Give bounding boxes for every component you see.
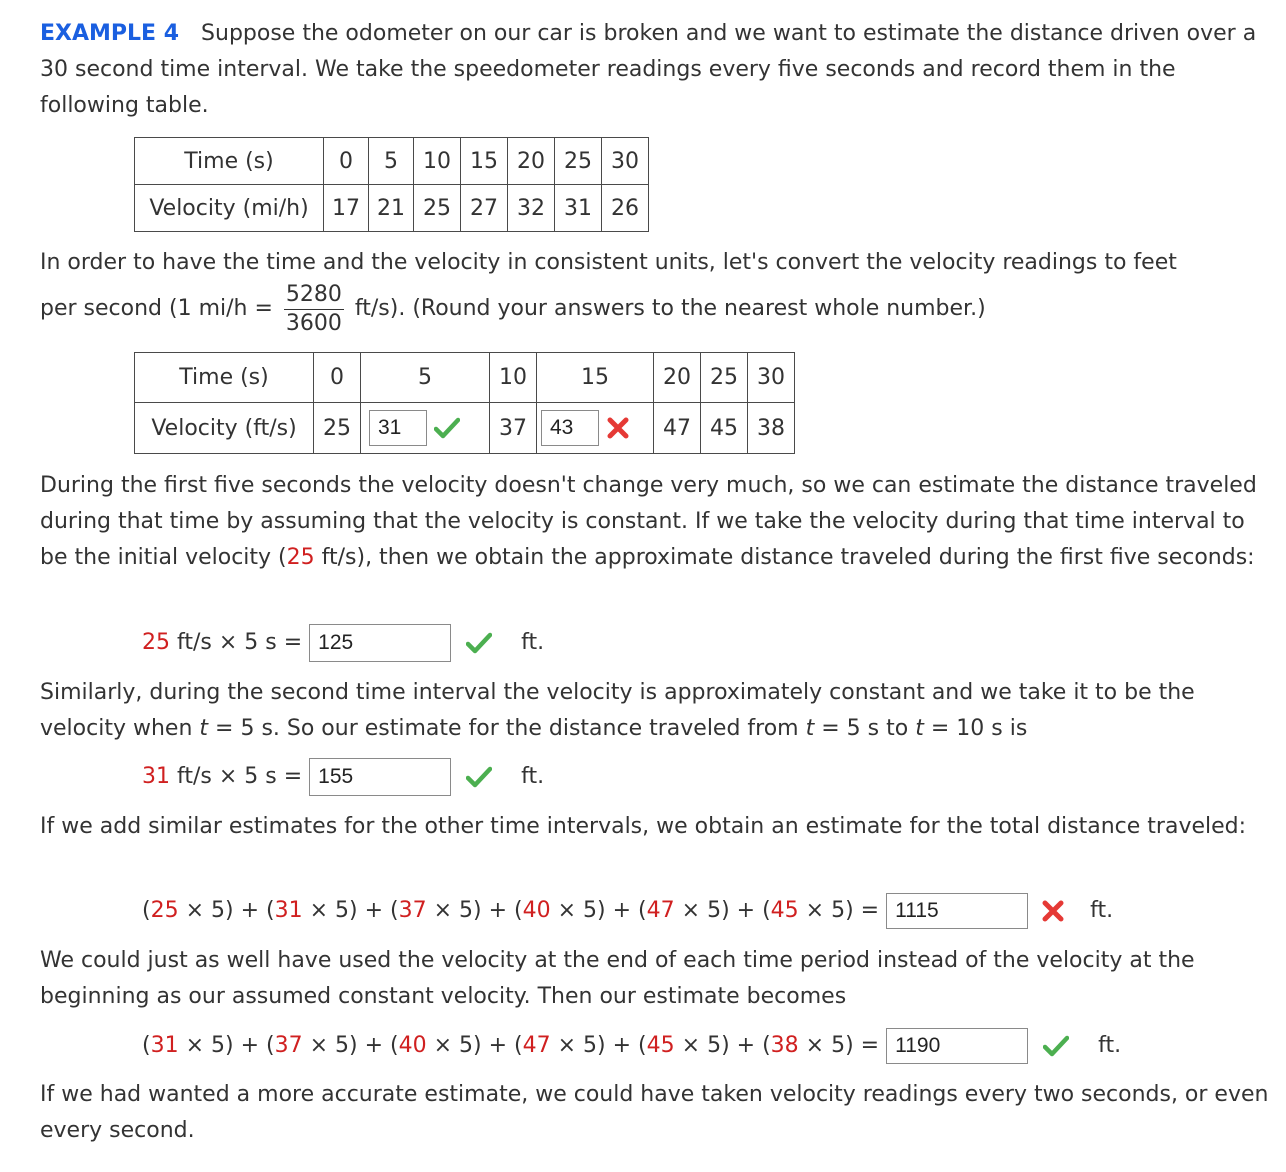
cross-icon — [1041, 899, 1065, 923]
table-cell: 45 — [701, 403, 748, 454]
table-cell: 26 — [602, 185, 649, 232]
row-label-time: Time (s) — [135, 138, 324, 185]
row-label-time: Time (s) — [135, 353, 314, 403]
table-cell: 38 — [748, 403, 795, 454]
sum-times: × 5) — [302, 1033, 358, 1058]
sum-term: 31 — [150, 1033, 179, 1058]
sum-times: × 5) — [426, 898, 482, 923]
convert-line-1: In order to have the time and the velocity in consistent units, let's convert the velocity readings to feet — [40, 250, 1177, 275]
speed-table-mph — [134, 137, 649, 232]
fraction-denominator: 3600 — [285, 310, 342, 336]
table-row — [135, 403, 795, 454]
sum-term: 45 — [770, 898, 799, 923]
table-cell: 17 — [324, 185, 369, 232]
check-icon — [466, 766, 492, 788]
table-cell-input — [537, 403, 654, 454]
unit-label: ft. — [521, 764, 545, 789]
table-cell: 15 — [537, 353, 654, 403]
sum-times: × 5) — [674, 898, 730, 923]
para-text: = 5 s to — [814, 716, 916, 741]
para-text: = 5 s. So our estimate for the distance traveled from — [208, 716, 806, 741]
table-row — [135, 185, 649, 232]
table-cell: 47 — [654, 403, 701, 454]
example-heading: EXAMPLE 4 — [40, 21, 180, 46]
initial-velocity-value: 25 — [286, 545, 315, 570]
sum-times: × 5) — [550, 898, 606, 923]
table-cell-input — [361, 403, 490, 454]
row-label-velocity: Velocity (mi/h) — [135, 185, 324, 232]
sum-term: 38 — [770, 1033, 799, 1058]
table-cell: 20 — [654, 353, 701, 403]
row-label-velocity: Velocity (ft/s) — [135, 403, 314, 454]
sum-term: 45 — [646, 1033, 675, 1058]
distance-second-input[interactable]: 155 — [309, 758, 451, 796]
sum-times: × 5) — [798, 1033, 854, 1058]
sum-times: × 5) — [178, 898, 234, 923]
var-t: t — [915, 716, 924, 741]
total-paragraph: If we add similar estimates for the other time intervals, we obtain an estimate for the total distance traveled: — [40, 814, 1247, 839]
table-cell: 0 — [324, 138, 369, 185]
table-row — [135, 138, 649, 185]
sum-times: × 5) — [302, 898, 358, 923]
para-text: Similarly, during the second time interval the velocity is approximately constant and we take it to be the velocity when — [40, 680, 1195, 741]
end-paragraph: We could just as well have used the velocity at the end of each time period instead of the velocity at the beginning as our assumed constant velocity. Then our estimate becomes — [40, 948, 1195, 1009]
eq-text: ft/s × 5 s = — [170, 630, 303, 655]
table-cell: 5 — [361, 353, 490, 403]
sum-term: 37 — [274, 1033, 303, 1058]
table-cell: 27 — [461, 185, 508, 232]
equation-second-interval — [142, 758, 544, 796]
distance-first-input[interactable]: 125 — [309, 624, 451, 662]
sum-term: 47 — [646, 898, 675, 923]
table-cell: 30 — [748, 353, 795, 403]
var-t: t — [805, 716, 815, 741]
speed-table-fts — [134, 352, 795, 454]
para-text: = 10 s is — [923, 716, 1028, 741]
velocity-5s-input[interactable]: 31 — [369, 410, 427, 446]
table-cell: 25 — [414, 185, 461, 232]
cross-icon — [606, 416, 630, 440]
table-cell: 5 — [369, 138, 414, 185]
unit-label: ft. — [1098, 1033, 1122, 1058]
convert-prefix: per second (1 mi/h = — [40, 296, 273, 321]
sum-term: 40 — [522, 898, 551, 923]
sum-term: 25 — [150, 898, 179, 923]
table-cell: 30 — [602, 138, 649, 185]
table-cell: 25 — [555, 138, 602, 185]
velocity-15s-input[interactable]: 43 — [541, 410, 599, 446]
table-cell: 0 — [314, 353, 361, 403]
sum-right-endpoints: (31 × 5) + (37 × 5) + (40 × 5) + (47 × 5) + (45 × 5) + (38 × 5) = 1190 ft. — [142, 1027, 1121, 1065]
sum-term: 37 — [398, 898, 427, 923]
eq-velocity-value: 31 — [142, 764, 170, 789]
table-cell: 32 — [508, 185, 555, 232]
fraction-numerator: 5280 — [284, 281, 344, 310]
table-cell: 25 — [314, 403, 361, 454]
conversion-fraction — [284, 281, 344, 338]
check-icon — [1043, 1035, 1069, 1057]
sum-term: 47 — [522, 1033, 551, 1058]
check-icon — [466, 632, 492, 654]
sum-times: × 5) — [550, 1033, 606, 1058]
first-interval-paragraph — [40, 468, 1275, 576]
table-cell: 21 — [369, 185, 414, 232]
table-cell: 10 — [490, 353, 537, 403]
sum-times: × 5) — [426, 1033, 482, 1058]
table-row — [135, 353, 795, 403]
intro-paragraph — [40, 16, 1275, 124]
sum-term: 40 — [398, 1033, 427, 1058]
table-cell: 20 — [508, 138, 555, 185]
equation-first-interval — [142, 624, 544, 662]
convert-line-2 — [40, 280, 986, 338]
eq-velocity-value: 25 — [142, 630, 170, 655]
sum-times: × 5) — [674, 1033, 730, 1058]
para-text: ft/s), then we obtain the approximate distance traveled during the first five seconds: — [314, 545, 1255, 570]
total-right-input[interactable]: 1190 — [886, 1028, 1028, 1064]
total-left-input[interactable]: 1115 — [886, 893, 1028, 929]
second-interval-paragraph — [40, 675, 1275, 747]
final-paragraph: If we had wanted a more accurate estimate, we could have taken velocity readings every two seconds, or even every second. — [40, 1082, 1269, 1143]
check-icon — [434, 417, 460, 439]
intro-text: Suppose the odometer on our car is broken and we want to estimate the distance driven over a 30 second time interval. We take the speedometer readings every five seconds and record them in the following table. — [40, 21, 1257, 118]
para-text: During the first five seconds the velocity doesn't change very much, so we can estimate the distance traveled during that time by assuming that the velocity is constant. If we take the velocity during that time interval to be the initial velocity ( — [40, 473, 1257, 570]
convert-suffix: ft/s). (Round your answers to the nearest whole number.) — [354, 296, 986, 321]
unit-label: ft. — [521, 630, 545, 655]
table-cell: 25 — [701, 353, 748, 403]
table-cell: 10 — [414, 138, 461, 185]
table-cell: 15 — [461, 138, 508, 185]
var-t: t — [199, 716, 209, 741]
table-cell: 31 — [555, 185, 602, 232]
sum-times: × 5) — [178, 1033, 234, 1058]
sum-left-endpoints: (25 × 5) + (31 × 5) + (37 × 5) + (40 × 5) + (47 × 5) + (45 × 5) = 1115 ft. — [142, 892, 1113, 930]
eq-text: ft/s × 5 s = — [170, 764, 303, 789]
sum-term: 31 — [274, 898, 303, 923]
sum-times: × 5) — [798, 898, 854, 923]
table-cell: 37 — [490, 403, 537, 454]
unit-label: ft. — [1090, 898, 1114, 923]
